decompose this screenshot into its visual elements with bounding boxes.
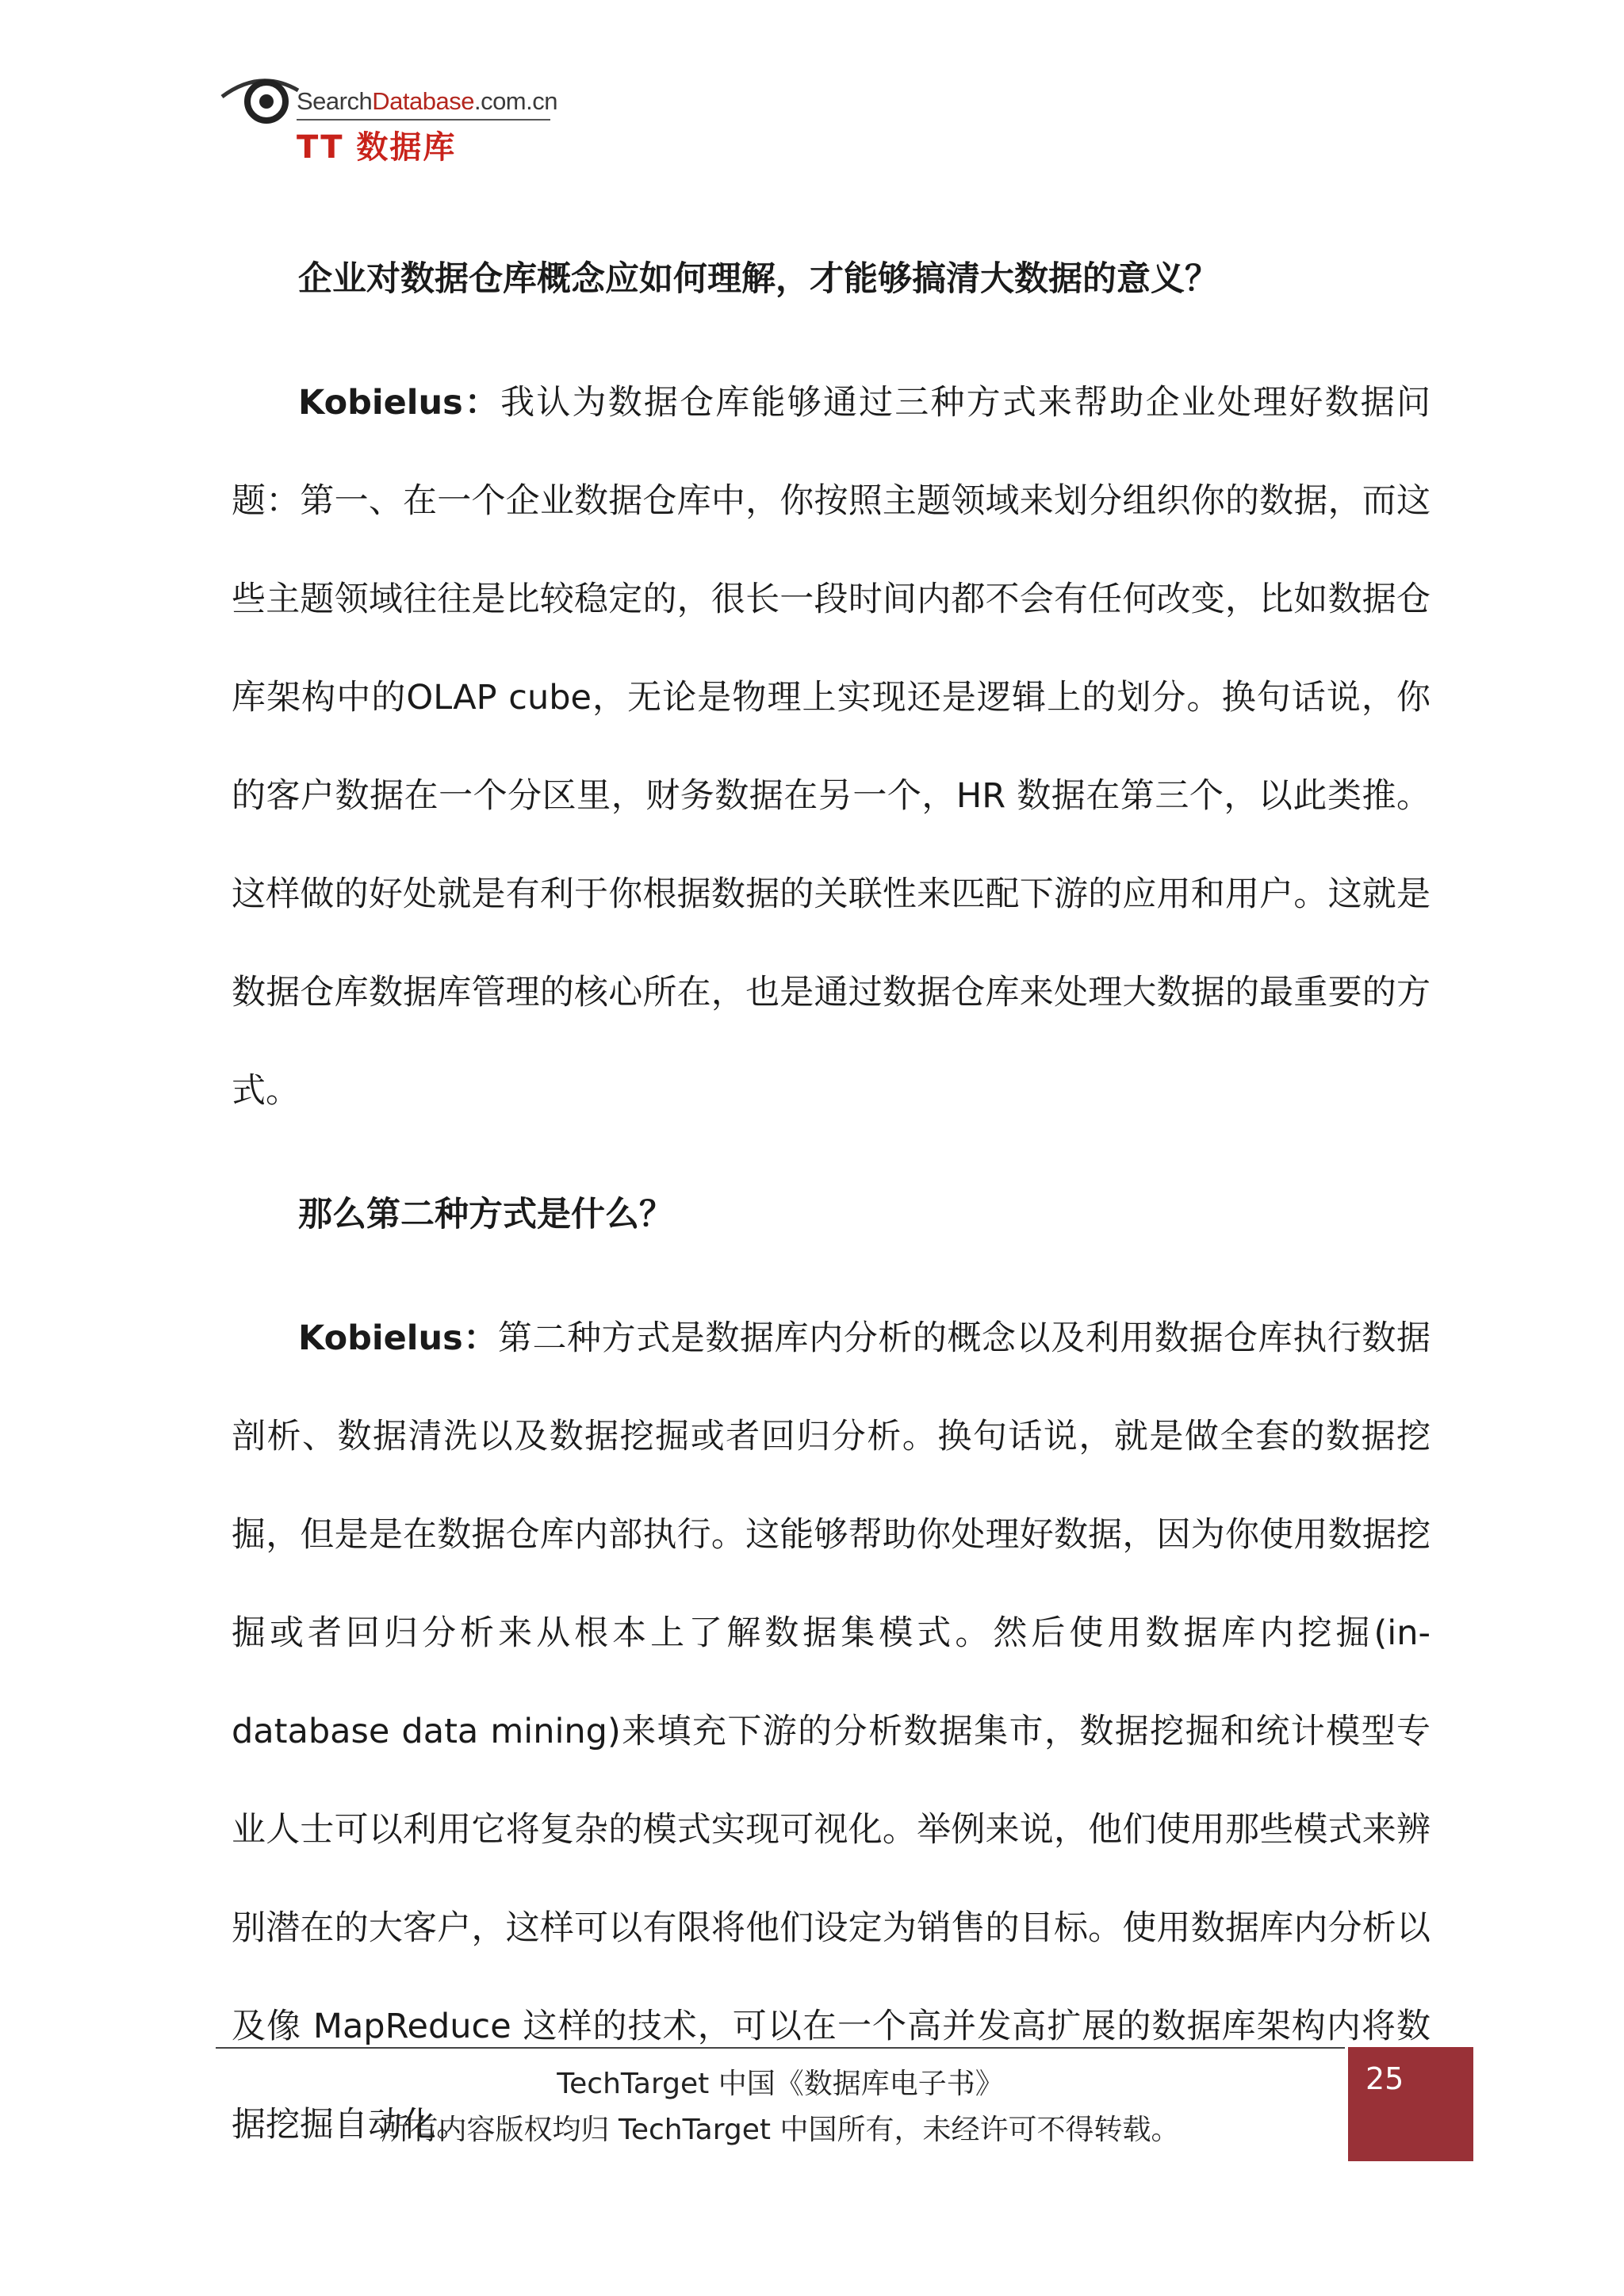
eye-logo-icon bbox=[220, 67, 300, 130]
site-name bbox=[297, 87, 557, 116]
answer-1-text: 我认为数据仓库能够通过三种方式来帮助企业处理好数据问题：第一、在一个企业数据仓库中，你按照主题领域来划分组织你的数据，而这些主题领域往往是比较稳定的，很长一段时间内都不会有任何改变，比如数据仓库架构中的OLAP cube，无论是物理上实现还是逻辑上的划分。换句话说，你的客户数据在一个分区里，财务数据在另一个，HR 数据在第三个，以此类推。这样做的好处就是有利于你根据数据的关联性来匹配下游的应用和用户。这就是数据仓库数据库管理的核心所在，也是通过数据仓库来处理大数据的最重要的方式。 bbox=[232, 383, 1431, 1111]
brand-cn: TT 数据库 bbox=[297, 129, 457, 166]
site-logo bbox=[220, 67, 561, 166]
site-name-suffix: .com.cn bbox=[473, 87, 557, 115]
page-number-box bbox=[1348, 2047, 1473, 2161]
speaker-name: Kobielus： bbox=[298, 383, 501, 423]
logo-underline bbox=[297, 119, 550, 121]
site-name-prefix: Search bbox=[297, 87, 373, 115]
question-1: 企业对数据仓库概念应如何理解，才能够搞清大数据的意义？ bbox=[298, 259, 1219, 299]
footer-divider bbox=[216, 2047, 1345, 2049]
site-name-main: Database bbox=[372, 87, 474, 115]
answer-2-text: 第二种方式是数据库内分析的概念以及利用数据仓库执行数据剖析、数据清洗以及数据挖掘或者回归分析。换句话说，就是做全套的数据挖掘，但是是在数据仓库内部执行。这能够帮助你处理好数据，因为你使用数据挖掘或者回归分析来从根本上了解数据集模式。然后使用数据库内挖掘(in-database data mining)来填充下游的分析数据集市，数据挖掘和统计模型专业人士可以利用它将复杂的模式实现可视化。举例来说，他们使用那些模式来辨别潜在的大客户，这样可以有限将他们设定为销售的目标。使用数据库内分析以及像 MapReduce 这样的技术，可以在一个高并发高扩展的数据库架构内将数据挖掘自动化。 bbox=[232, 1318, 1431, 2145]
article-body bbox=[232, 230, 1431, 2174]
question-2: 那么第二种方式是什么？ bbox=[298, 1195, 673, 1234]
answer-1 bbox=[232, 354, 1431, 1140]
answer-2 bbox=[232, 1289, 1431, 2174]
speaker-name: Kobielus： bbox=[298, 1318, 498, 1358]
footer-copyright: 所有内容版权均归 TechTarget 中国所有，未经许可不得转载。 bbox=[381, 2114, 1180, 2146]
footer-publication: TechTarget 中国《数据库电子书》 bbox=[557, 2068, 1004, 2100]
page-number: 25 bbox=[1365, 2061, 1404, 2096]
